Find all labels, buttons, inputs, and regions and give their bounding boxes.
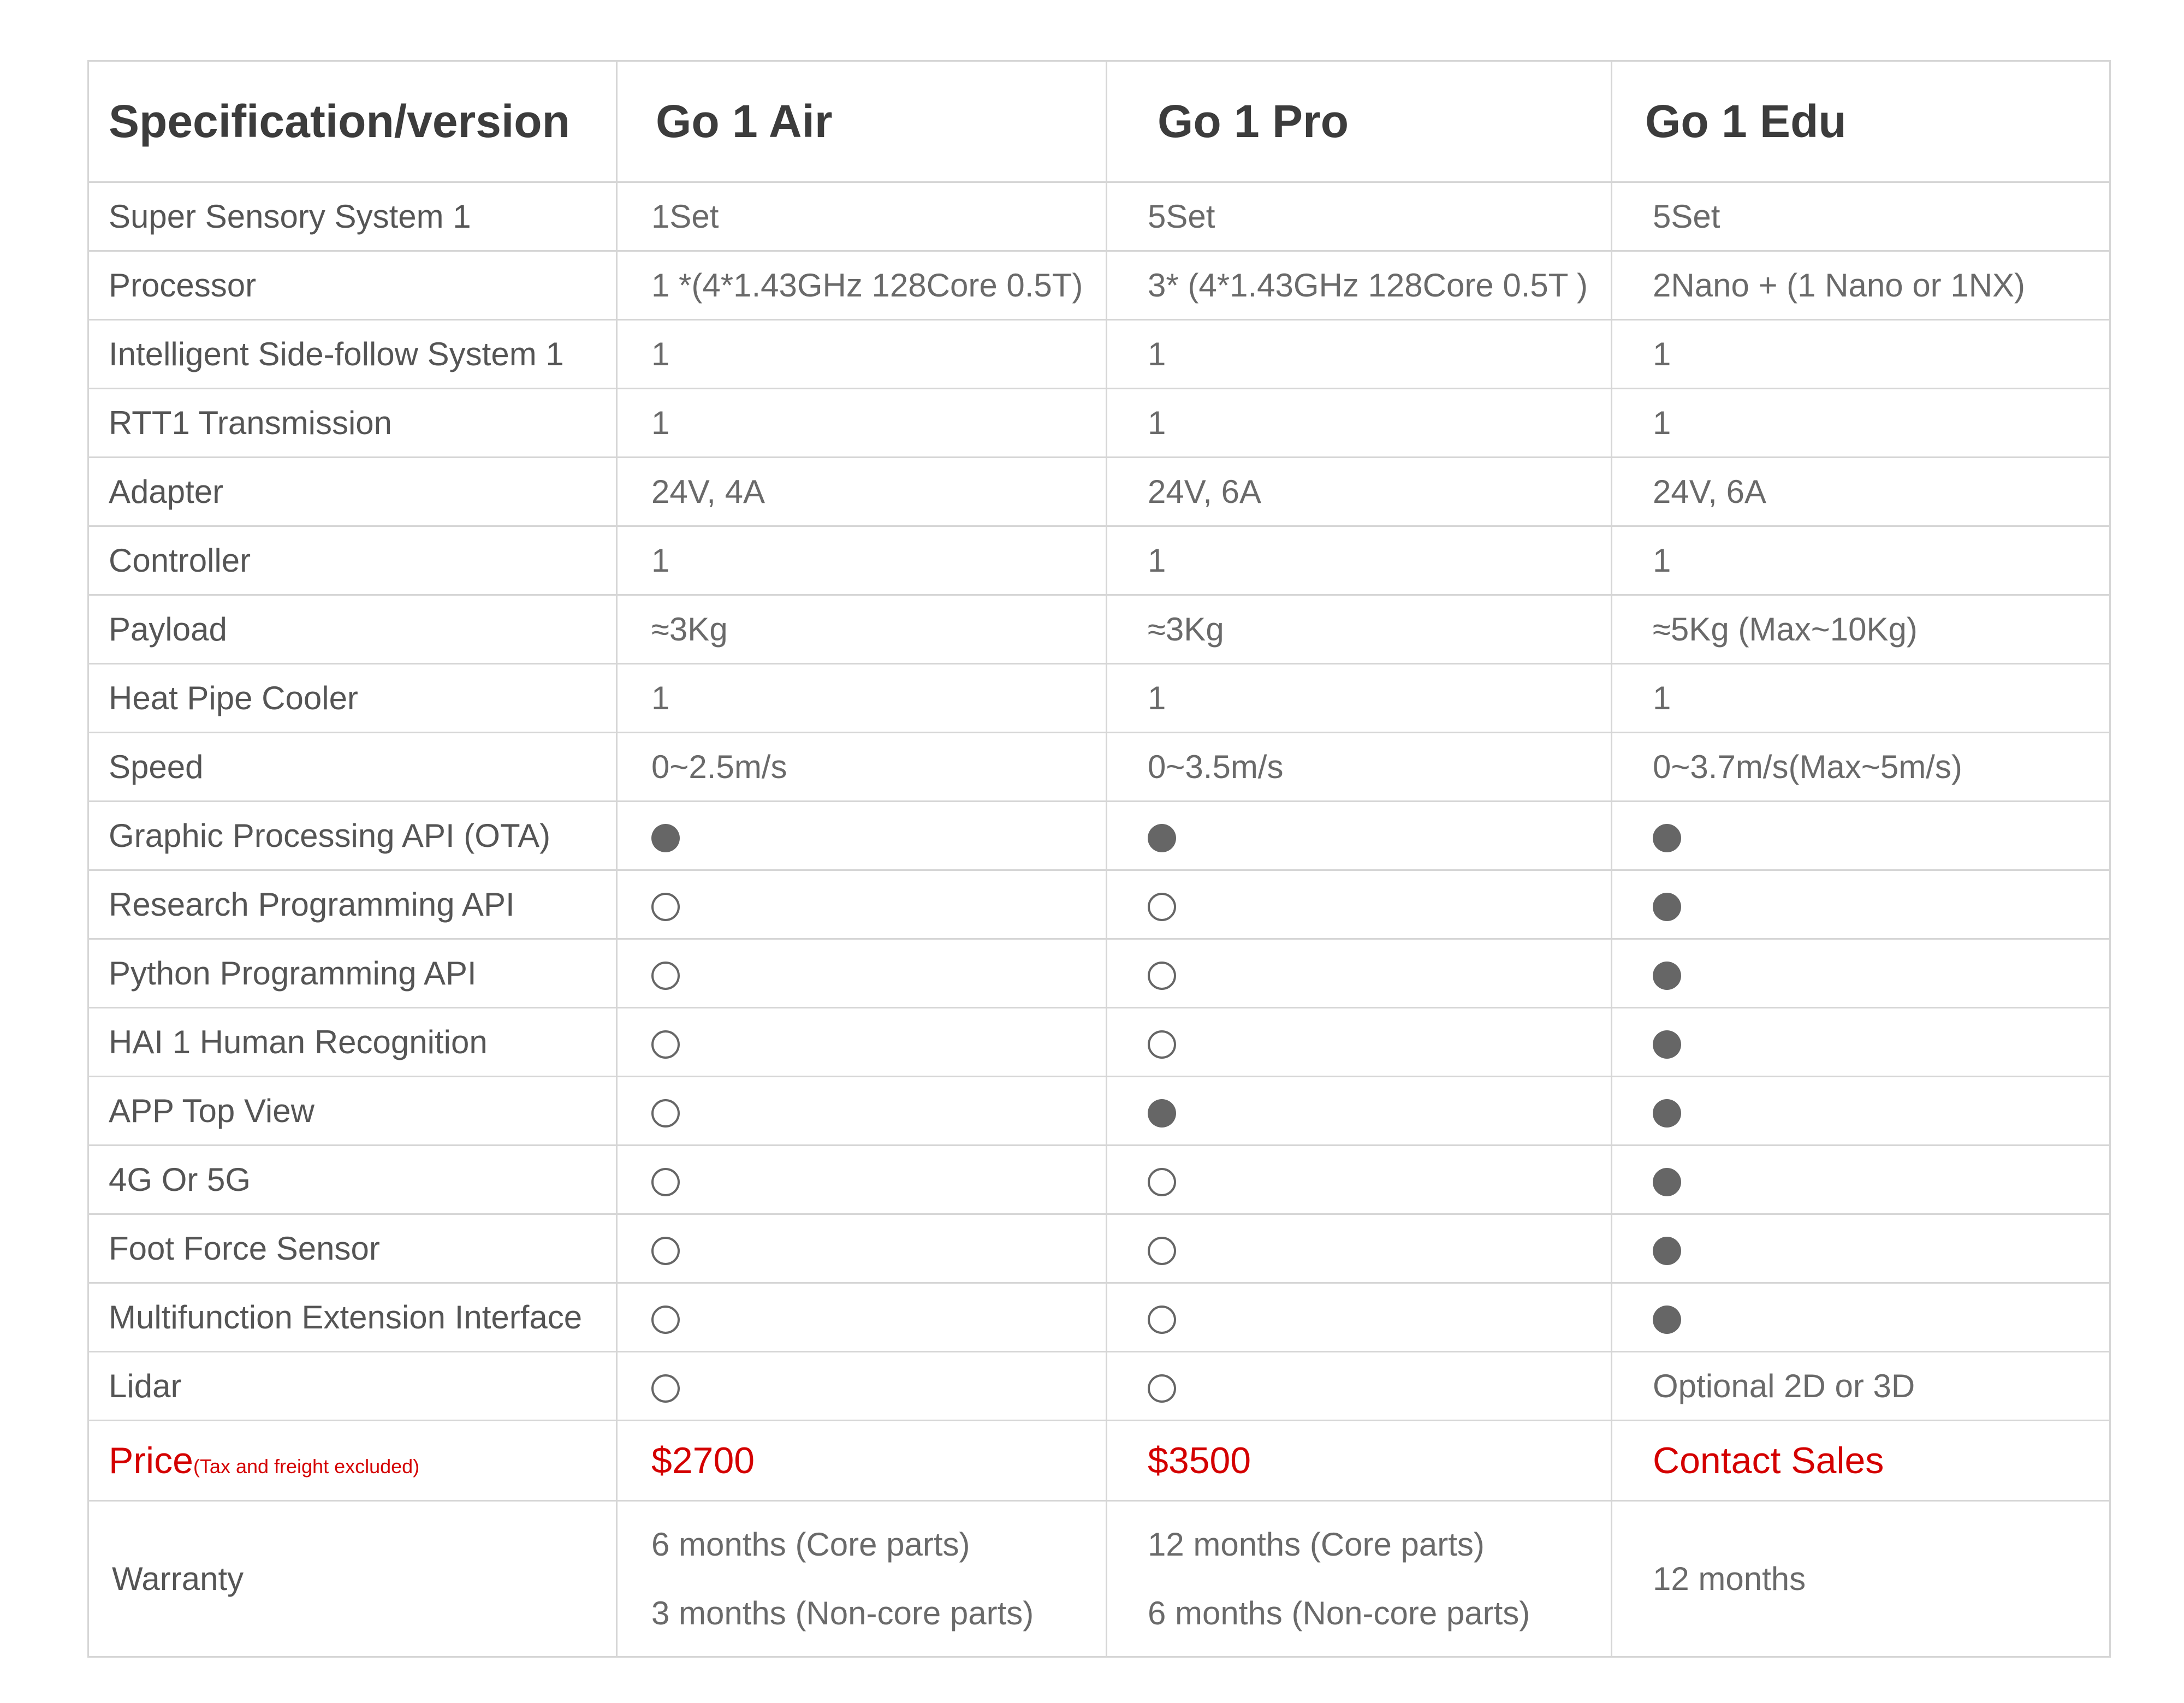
cell-value: 1 xyxy=(1107,664,1612,733)
price-air xyxy=(617,1421,1107,1501)
warranty-line: 6 months (Non-core parts) xyxy=(1148,1594,1530,1631)
warranty-pro xyxy=(1107,1501,1612,1657)
cell-value: 1 xyxy=(1612,664,2110,733)
empty-circle-icon xyxy=(1148,962,1176,990)
filled-circle-icon xyxy=(1653,1030,1681,1059)
feature-cell xyxy=(1612,802,2110,870)
row-label: Multifunction Extension Interface xyxy=(88,1283,617,1352)
header-row xyxy=(88,61,2110,182)
feature-cell xyxy=(617,1283,1107,1352)
empty-circle-icon xyxy=(651,1030,680,1059)
cell-value: 1 xyxy=(1612,320,2110,389)
filled-circle-icon xyxy=(1653,1306,1681,1334)
empty-circle-icon xyxy=(651,1374,680,1403)
price-pro xyxy=(1107,1421,1612,1501)
feature-cell xyxy=(1612,1008,2110,1077)
feature-cell xyxy=(1107,1146,1612,1214)
row-label: Speed xyxy=(88,733,617,802)
warranty-edu xyxy=(1612,1501,2110,1657)
row-label: Research Programming API xyxy=(88,870,617,939)
feature-cell xyxy=(1612,870,2110,939)
empty-circle-icon xyxy=(1148,1306,1176,1334)
price-label: Price xyxy=(109,1440,193,1481)
cell-value: 1Set xyxy=(617,182,1107,251)
feature-cell xyxy=(1612,1077,2110,1146)
warranty-line: 3 months (Non-core parts) xyxy=(651,1594,1034,1631)
feature-cell xyxy=(1612,1146,2110,1214)
row-label: APP Top View xyxy=(88,1077,617,1146)
feature-cell xyxy=(617,870,1107,939)
header-go1-air: Go 1 Air xyxy=(617,61,1107,182)
contact-sales-link[interactable]: Contact Sales xyxy=(1653,1440,1884,1481)
header-go1-edu: Go 1 Edu xyxy=(1612,61,2110,182)
cell-value: 1 xyxy=(1612,526,2110,595)
row-label: Controller xyxy=(88,526,617,595)
cell-value: 1 xyxy=(617,664,1107,733)
empty-circle-icon xyxy=(1148,893,1176,921)
empty-circle-icon xyxy=(651,1306,680,1334)
row-label: 4G Or 5G xyxy=(88,1146,617,1214)
row-label: Heat Pipe Cooler xyxy=(88,664,617,733)
row-label: HAI 1 Human Recognition xyxy=(88,1008,617,1077)
warranty-line: 12 months (Core parts) xyxy=(1148,1526,1485,1563)
empty-circle-icon xyxy=(651,893,680,921)
table-row xyxy=(88,526,2110,595)
table-row xyxy=(88,1352,2110,1421)
empty-circle-icon xyxy=(1148,1237,1176,1265)
cell-value: 2Nano + (1 Nano or 1NX) xyxy=(1612,251,2110,320)
cell-value: 1 xyxy=(617,389,1107,458)
table-row xyxy=(88,939,2110,1008)
empty-circle-icon xyxy=(1148,1168,1176,1196)
warranty-air xyxy=(617,1501,1107,1657)
header-spec: Specification/version xyxy=(88,61,617,182)
feature-cell xyxy=(1107,870,1612,939)
cell-value: 1 xyxy=(1107,389,1612,458)
row-label: Warranty xyxy=(88,1501,617,1657)
feature-cell xyxy=(617,1352,1107,1421)
spec-comparison-table xyxy=(87,60,2111,1658)
filled-circle-icon xyxy=(1653,962,1681,990)
table-row xyxy=(88,1146,2110,1214)
table-row xyxy=(88,870,2110,939)
feature-cell xyxy=(617,1077,1107,1146)
feature-cell xyxy=(617,1008,1107,1077)
header-go1-pro: Go 1 Pro xyxy=(1107,61,1612,182)
feature-cell xyxy=(1107,1077,1612,1146)
cell-value: 0~3.7m/s(Max~5m/s) xyxy=(1612,733,2110,802)
empty-circle-icon xyxy=(651,1168,680,1196)
empty-circle-icon xyxy=(1148,1030,1176,1059)
table-row xyxy=(88,595,2110,664)
cell-value: 1 xyxy=(1107,320,1612,389)
filled-circle-icon xyxy=(1653,824,1681,852)
feature-cell xyxy=(1107,1283,1612,1352)
feature-cell xyxy=(617,1214,1107,1283)
cell-value: 1 *(4*1.43GHz 128Core 0.5T) xyxy=(617,251,1107,320)
cell-value: 1 xyxy=(1612,389,2110,458)
feature-cell xyxy=(617,939,1107,1008)
price-note: (Tax and freight excluded) xyxy=(193,1455,420,1477)
price-edu xyxy=(1612,1421,2110,1501)
warranty-line: 6 months (Core parts) xyxy=(651,1526,970,1563)
cell-value: 0~3.5m/s xyxy=(1107,733,1612,802)
empty-circle-icon xyxy=(651,1237,680,1265)
cell-value: ≈3Kg xyxy=(1107,595,1612,664)
table-row xyxy=(88,320,2110,389)
filled-circle-icon xyxy=(1148,824,1176,852)
feature-cell xyxy=(617,1146,1107,1214)
row-label: Lidar xyxy=(88,1352,617,1421)
warranty-row xyxy=(88,1501,2110,1657)
row-label: RTT1 Transmission xyxy=(88,389,617,458)
table-row xyxy=(88,458,2110,526)
row-label: Processor xyxy=(88,251,617,320)
row-label: Super Sensory System 1 xyxy=(88,182,617,251)
row-label: Adapter xyxy=(88,458,617,526)
table-row xyxy=(88,1283,2110,1352)
filled-circle-icon xyxy=(1653,1168,1681,1196)
feature-cell xyxy=(1612,939,2110,1008)
cell-value: 1 xyxy=(1107,526,1612,595)
feature-cell xyxy=(617,802,1107,870)
table-row xyxy=(88,733,2110,802)
feature-cell xyxy=(1612,1283,2110,1352)
cell-value: ≈3Kg xyxy=(617,595,1107,664)
price-value: $2700 xyxy=(651,1440,755,1481)
cell-value: 1 xyxy=(617,526,1107,595)
feature-cell xyxy=(1107,802,1612,870)
cell-value: 0~2.5m/s xyxy=(617,733,1107,802)
cell-value: ≈5Kg (Max~10Kg) xyxy=(1612,595,2110,664)
row-label: Python Programming API xyxy=(88,939,617,1008)
feature-cell xyxy=(1107,1352,1612,1421)
empty-circle-icon xyxy=(1148,1374,1176,1403)
price-value: $3500 xyxy=(1148,1440,1251,1481)
filled-circle-icon xyxy=(1653,893,1681,921)
cell-value: 3* (4*1.43GHz 128Core 0.5T ) xyxy=(1107,251,1612,320)
table-row xyxy=(88,1008,2110,1077)
warranty-line: 12 months xyxy=(1653,1560,1806,1597)
row-label: Foot Force Sensor xyxy=(88,1214,617,1283)
feature-cell xyxy=(1107,1008,1612,1077)
cell-value: 24V, 6A xyxy=(1612,458,2110,526)
row-label: Graphic Processing API (OTA) xyxy=(88,802,617,870)
price-label-cell xyxy=(88,1421,617,1501)
feature-cell: Optional 2D or 3D xyxy=(1612,1352,2110,1421)
feature-cell xyxy=(1107,1214,1612,1283)
cell-value: 24V, 6A xyxy=(1107,458,1612,526)
table-row xyxy=(88,802,2110,870)
cell-value: 5Set xyxy=(1612,182,2110,251)
filled-circle-icon xyxy=(1653,1099,1681,1128)
feature-cell xyxy=(1107,939,1612,1008)
cell-value: 24V, 4A xyxy=(617,458,1107,526)
empty-circle-icon xyxy=(651,1099,680,1128)
table-row xyxy=(88,664,2110,733)
row-label: Intelligent Side-follow System 1 xyxy=(88,320,617,389)
feature-cell xyxy=(1612,1214,2110,1283)
table-row xyxy=(88,182,2110,251)
filled-circle-icon xyxy=(1653,1237,1681,1265)
row-label: Payload xyxy=(88,595,617,664)
filled-circle-icon xyxy=(1148,1099,1176,1128)
cell-value: 5Set xyxy=(1107,182,1612,251)
price-row xyxy=(88,1421,2110,1501)
cell-value: 1 xyxy=(617,320,1107,389)
filled-circle-icon xyxy=(651,824,680,852)
table-row xyxy=(88,389,2110,458)
table-row xyxy=(88,1077,2110,1146)
table-row xyxy=(88,1214,2110,1283)
table-row xyxy=(88,251,2110,320)
empty-circle-icon xyxy=(651,962,680,990)
